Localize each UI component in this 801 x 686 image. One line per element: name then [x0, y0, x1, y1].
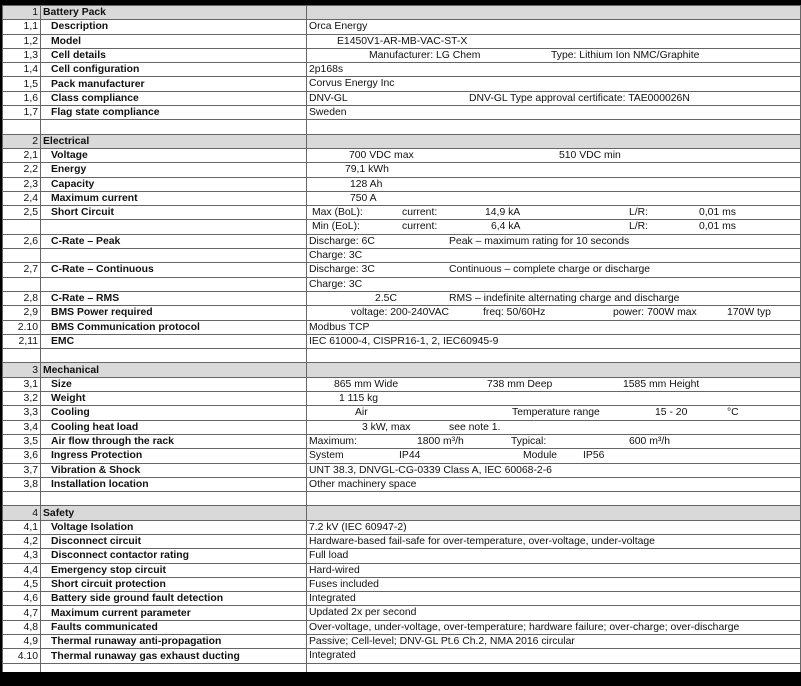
section-number: 3: [3, 363, 41, 377]
section-title: Safety: [41, 506, 307, 520]
row-label: Class compliance: [41, 91, 307, 105]
value-text: Type: Lithium Ion NMC/Graphite: [551, 49, 700, 61]
table-row: [3, 20, 801, 34]
row-label: Energy: [41, 163, 307, 177]
row-number: 4,2: [3, 534, 41, 548]
row-label: Short Circuit: [41, 206, 307, 220]
table-row: [3, 163, 801, 177]
value-text: DNV-GL: [309, 92, 348, 104]
row-label: Flag state compliance: [41, 106, 307, 120]
table-row: [3, 392, 801, 406]
row-label: C-Rate – RMS: [41, 291, 307, 305]
table-row: [3, 63, 801, 77]
value-text: 738 mm Deep: [487, 378, 553, 390]
row-value: [307, 577, 801, 591]
row-label: Description: [41, 20, 307, 34]
blank-cell: [307, 120, 801, 134]
row-label: BMS Communication protocol: [41, 320, 307, 334]
value-text: UNT 38.3, DNVGL-CG-0339 Class A, IEC 60068-2-6: [309, 464, 552, 476]
table-row: [3, 77, 801, 91]
row-number: 4,9: [3, 635, 41, 649]
value-text: 700 VDC max: [349, 149, 414, 161]
value-text: Maximum:: [309, 435, 357, 447]
value-text: Typical:: [511, 435, 547, 447]
row-value: [307, 48, 801, 62]
value-text: voltage: 200-240VAC: [351, 307, 450, 319]
row-number: 2,3: [3, 177, 41, 191]
value-text: E1450V1-AR-MB-VAC-ST-X: [337, 35, 468, 47]
value-text: DNV-GL Type approval certificate: TAE000026N: [469, 92, 690, 104]
section-blank: [307, 506, 801, 520]
spec-sheet: [2, 5, 800, 672]
row-number: 3,1: [3, 377, 41, 391]
row-number: 3,7: [3, 463, 41, 477]
table-row: [3, 434, 801, 448]
row-value: [307, 620, 801, 634]
row-number: 1,1: [3, 20, 41, 34]
table-row: [3, 635, 801, 649]
row-number: 4,5: [3, 577, 41, 591]
row-number: 2,2: [3, 163, 41, 177]
row-value: [307, 392, 801, 406]
blank-row: [3, 120, 801, 134]
row-label: BMS Power required: [41, 306, 307, 320]
value-text: L/R:: [629, 221, 649, 233]
row-label: Cooling: [41, 406, 307, 420]
table-row: [3, 463, 801, 477]
row-number: 1,6: [3, 91, 41, 105]
row-number: 4,6: [3, 592, 41, 606]
table-row: [3, 649, 801, 663]
section-header-row: [3, 363, 801, 377]
row-number: 2,8: [3, 291, 41, 305]
row-value: [307, 177, 801, 191]
blank-cell: [307, 663, 801, 672]
value-text: Full load: [309, 550, 349, 562]
row-value: [307, 649, 801, 663]
row-value: [307, 477, 801, 491]
row-label: Air flow through the rack: [41, 434, 307, 448]
row-value: [307, 377, 801, 391]
value-text: Continuous – complete charge or discharge: [449, 264, 651, 276]
value-text: IP56: [583, 450, 605, 462]
value-text: Corvus Energy Inc: [309, 78, 395, 90]
row-number: 1,2: [3, 34, 41, 48]
row-number: 4,4: [3, 563, 41, 577]
value-text: RMS – indefinite alternating charge and discharge: [449, 292, 680, 304]
value-text: 170W typ: [727, 307, 771, 319]
table-row: [3, 177, 801, 191]
row-label: Battery side ground fault detection: [41, 592, 307, 606]
row-number: 2,6: [3, 234, 41, 248]
spec-table: [2, 5, 801, 672]
row-value: [307, 148, 801, 162]
row-value: [307, 191, 801, 205]
table-row: [3, 606, 801, 620]
value-text: Max (BoL):: [312, 207, 363, 219]
value-text: 15 - 20: [655, 407, 688, 419]
value-text: 600 m³/h: [629, 435, 671, 447]
table-row: [3, 306, 801, 320]
value-text: current:: [402, 207, 438, 219]
blank-row: [3, 663, 801, 672]
row-label: Thermal runaway anti-propagation: [41, 635, 307, 649]
row-label: Maximum current: [41, 191, 307, 205]
blank-cell: [41, 663, 307, 672]
value-text: 79,1 kWh: [345, 164, 389, 176]
row-label: Pack manufacturer: [41, 77, 307, 91]
value-text: Integrated: [309, 650, 356, 662]
row-number: [3, 220, 41, 234]
section-blank: [307, 134, 801, 148]
table-row: [3, 577, 801, 591]
value-text: see note 1.: [449, 421, 501, 433]
table-row: [3, 477, 801, 491]
row-value: [307, 234, 801, 248]
row-value: [307, 635, 801, 649]
value-text: Updated 2x per second: [309, 607, 417, 619]
value-text: Discharge: 3C: [309, 264, 375, 276]
section-number: 2: [3, 134, 41, 148]
row-label: Emergency stop circuit: [41, 563, 307, 577]
row-number: 4,8: [3, 620, 41, 634]
row-value: [307, 592, 801, 606]
row-value: [307, 463, 801, 477]
row-value: [307, 434, 801, 448]
row-label: Faults communicated: [41, 620, 307, 634]
value-text: Hard-wired: [309, 564, 360, 576]
blank-cell: [3, 663, 41, 672]
value-text: 3 kW, max: [362, 421, 411, 433]
row-value: [307, 263, 801, 277]
row-value: [307, 606, 801, 620]
table-row: [3, 620, 801, 634]
blank-row: [3, 349, 801, 363]
row-value: [307, 277, 801, 291]
row-value: [307, 91, 801, 105]
row-label: Thermal runaway gas exhaust ducting: [41, 649, 307, 663]
value-text: 6,4 kA: [491, 221, 521, 233]
value-text: Air: [355, 407, 368, 419]
value-text: 1 115 kg: [339, 393, 379, 405]
row-number: 2.10: [3, 320, 41, 334]
row-label: Short circuit protection: [41, 577, 307, 591]
table-row: [3, 191, 801, 205]
row-value: [307, 534, 801, 548]
table-row: [3, 449, 801, 463]
row-label: Voltage Isolation: [41, 520, 307, 534]
row-label: Disconnect circuit: [41, 534, 307, 548]
row-number: 4,1: [3, 520, 41, 534]
value-text: current:: [402, 221, 438, 233]
row-label: Ingress Protection: [41, 449, 307, 463]
value-text: L/R:: [629, 207, 649, 219]
row-label: Cell details: [41, 48, 307, 62]
section-header-row: [3, 134, 801, 148]
table-row: [3, 34, 801, 48]
row-value: [307, 420, 801, 434]
section-header-row: [3, 506, 801, 520]
table-row: [3, 249, 801, 263]
row-value: [307, 106, 801, 120]
row-number: 1,5: [3, 77, 41, 91]
blank-cell: [3, 492, 41, 506]
value-text: power: 700W max: [613, 307, 697, 319]
row-number: 3,3: [3, 406, 41, 420]
row-number: 2,1: [3, 148, 41, 162]
row-number: [3, 249, 41, 263]
value-text: 128 Ah: [350, 178, 383, 190]
value-text: Min (EoL):: [312, 221, 360, 233]
section-blank: [307, 6, 801, 20]
value-text: 1800 m³/h: [417, 435, 464, 447]
table-row: [3, 206, 801, 220]
blank-cell: [41, 349, 307, 363]
value-text: 14,9 kA: [485, 207, 521, 219]
row-value: [307, 320, 801, 334]
blank-cell: [41, 492, 307, 506]
row-label: [41, 249, 307, 263]
table-row: [3, 148, 801, 162]
row-number: 1,3: [3, 48, 41, 62]
row-number: 3,4: [3, 420, 41, 434]
row-number: [3, 277, 41, 291]
value-text: Passive; Cell-level; DNV-GL Pt.6 Ch.2, NMA 2016 circular: [309, 636, 575, 648]
value-text: freq: 50/60Hz: [483, 307, 546, 319]
row-label: EMC: [41, 334, 307, 348]
row-number: 3,2: [3, 392, 41, 406]
blank-cell: [307, 349, 801, 363]
table-row: [3, 234, 801, 248]
section-number: 1: [3, 6, 41, 20]
value-text: 0,01 ms: [699, 207, 736, 219]
row-number: 4.10: [3, 649, 41, 663]
row-value: [307, 220, 801, 234]
blank-cell: [3, 120, 41, 134]
row-number: 2,11: [3, 334, 41, 348]
row-number: 2,9: [3, 306, 41, 320]
row-label: Vibration & Shock: [41, 463, 307, 477]
table-row: [3, 334, 801, 348]
row-value: [307, 563, 801, 577]
table-row: [3, 320, 801, 334]
section-header-row: [3, 6, 801, 20]
value-text: 750 A: [350, 192, 377, 204]
blank-cell: [3, 349, 41, 363]
value-text: Manufacturer: LG Chem: [369, 49, 481, 61]
row-value: [307, 249, 801, 263]
section-title: Mechanical: [41, 363, 307, 377]
table-row: [3, 220, 801, 234]
row-value: [307, 20, 801, 34]
table-row: [3, 263, 801, 277]
row-number: 2,5: [3, 206, 41, 220]
value-text: 0,01 ms: [699, 221, 736, 233]
row-value: [307, 334, 801, 348]
table-row: [3, 48, 801, 62]
row-label: [41, 220, 307, 234]
row-value: [307, 77, 801, 91]
row-number: 3,8: [3, 477, 41, 491]
table-row: [3, 277, 801, 291]
table-row: [3, 592, 801, 606]
row-number: 1,4: [3, 63, 41, 77]
value-text: System: [309, 450, 344, 462]
row-number: 2,4: [3, 191, 41, 205]
row-label: Size: [41, 377, 307, 391]
value-text: 7.2 kV (IEC 60947-2): [309, 521, 407, 533]
value-text: Other machinery space: [309, 478, 417, 490]
row-label: C-Rate – Peak: [41, 234, 307, 248]
table-row: [3, 563, 801, 577]
table-row: [3, 406, 801, 420]
value-text: 1585 mm Height: [623, 378, 700, 390]
row-label: Model: [41, 34, 307, 48]
section-blank: [307, 363, 801, 377]
value-text: Modbus TCP: [309, 321, 370, 333]
blank-cell: [41, 120, 307, 134]
row-value: [307, 163, 801, 177]
value-text: Orca Energy: [309, 21, 368, 33]
spec-table-body: [3, 6, 801, 672]
row-number: 4,7: [3, 606, 41, 620]
row-label: Installation location: [41, 477, 307, 491]
row-number: 1,7: [3, 106, 41, 120]
blank-cell: [307, 492, 801, 506]
table-row: [3, 106, 801, 120]
value-text: Fuses included: [309, 578, 379, 590]
row-number: 3,6: [3, 449, 41, 463]
row-label: Cooling heat load: [41, 420, 307, 434]
row-value: [307, 34, 801, 48]
section-title: Battery Pack: [41, 6, 307, 20]
row-label: Capacity: [41, 177, 307, 191]
value-text: °C: [727, 407, 739, 419]
value-text: 2.5C: [375, 292, 397, 304]
row-label: [41, 277, 307, 291]
value-text: 510 VDC min: [559, 149, 621, 161]
table-row: [3, 520, 801, 534]
value-text: Sweden: [309, 107, 347, 119]
table-row: [3, 91, 801, 105]
value-text: 2p168s: [309, 64, 344, 76]
row-value: [307, 206, 801, 220]
value-text: Discharge: 6C: [309, 235, 375, 247]
value-text: Hardware-based fail-safe for over-temperature, over-voltage, under-voltage: [309, 535, 655, 547]
value-text: Charge: 3C: [309, 250, 363, 262]
row-label: Maximum current parameter: [41, 606, 307, 620]
table-row: [3, 549, 801, 563]
row-label: Cell configuration: [41, 63, 307, 77]
value-text: 865 mm Wide: [334, 378, 399, 390]
value-text: Integrated: [309, 593, 356, 605]
table-row: [3, 377, 801, 391]
blank-row: [3, 492, 801, 506]
row-label: Voltage: [41, 148, 307, 162]
table-row: [3, 420, 801, 434]
value-text: Over-voltage, under-voltage, over-temperature; hardware failure; over-charge; over-discharge: [309, 621, 740, 633]
row-value: [307, 549, 801, 563]
row-value: [307, 406, 801, 420]
section-number: 4: [3, 506, 41, 520]
table-row: [3, 291, 801, 305]
section-title: Electrical: [41, 134, 307, 148]
row-label: Disconnect contactor rating: [41, 549, 307, 563]
value-text: Charge: 3C: [309, 278, 363, 290]
row-value: [307, 63, 801, 77]
value-text: IEC 61000-4, CISPR16-1, 2, IEC60945-9: [309, 335, 499, 347]
value-text: Module: [523, 450, 558, 462]
value-text: Temperature range: [512, 407, 600, 419]
row-value: [307, 291, 801, 305]
row-label: Weight: [41, 392, 307, 406]
row-value: [307, 520, 801, 534]
row-number: 3,5: [3, 434, 41, 448]
row-value: [307, 449, 801, 463]
value-text: IP44: [399, 450, 421, 462]
value-text: Peak – maximum rating for 10 seconds: [449, 235, 630, 247]
row-value: [307, 306, 801, 320]
row-number: 2,7: [3, 263, 41, 277]
row-number: 4,3: [3, 549, 41, 563]
table-row: [3, 534, 801, 548]
row-label: C-Rate – Continuous: [41, 263, 307, 277]
